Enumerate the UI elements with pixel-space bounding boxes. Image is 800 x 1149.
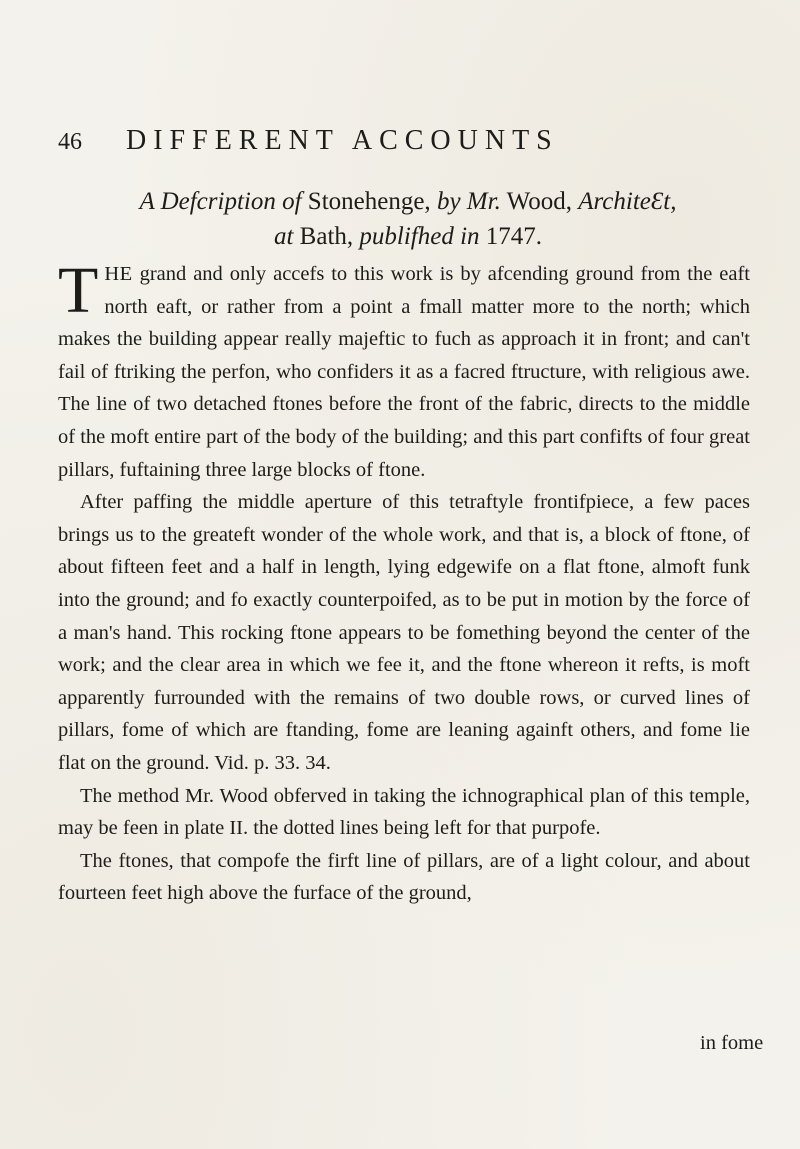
heading-author: Wood, [500,188,579,215]
body-text [58,254,750,910]
catchword: in fome [700,1032,764,1054]
paragraph-1 [58,254,750,486]
drop-cap: T [58,254,99,327]
heading-at-label: at [273,223,294,250]
running-head [58,125,758,165]
paragraph-3: The method Mr. Wood obferved in taking the ichnographical plan of this temple, may be feen in plate II. the dotted lines being left for that purpofe. [58,784,750,840]
section-heading [58,184,758,254]
paragraph-1-text: grand and only accefs to this work is by afcending ground from the eaft north eaft, or rather from a point a fmall matter more to the north; which makes the building appear really majeftic to fuch as approach it in front; and can't fail of ftriking the perfon, who confiders it as a facred ftructure, with religious awe. The line of two detached ftones before the front of the fabric, directs to the middle of the moft entire part of the body of the building; and this part confifts of four great pillars, fuftaining three large blocks of ftone. [58,263,750,481]
paragraph-1-lead: HE [104,263,133,285]
paragraph-2: After paffing the middle aperture of this tetraftyle frontifpiece, a few paces brings us to the greateft wonder of the whole work, and that is, a block of ftone, of about fifteen feet and a half in length, lying edgewife on a flat ftone, almoft funk into the ground; and fo exactly counterpoifed, as to be put in motion by the force of a man's hand. This rocking ftone appears to be fomething beyond the center of the work; and the clear area in which we fee it, and the ftone whereon it refts, is moft apparently furrounded with the remains of two double rows, or curved lines of pillars, fome of which are ftanding, fome are leaning againft others, and fome lie flat on the ground. Vid. p. 33. 34. [58,491,750,774]
heading-place: Bath, [293,223,360,250]
running-head-title: DIFFERENT ACCOUNTS [126,125,559,156]
heading-year: 1747. [479,223,543,250]
heading-description-label: A Defcription of [139,188,302,215]
paragraph-4: The ftones, that compofe the firft line of pillars, are of a light colour, and about fourteen feet high above the furface of the ground, [58,849,750,905]
heading-published-label: publifhed in [359,223,480,250]
heading-subject: Stonehenge, [301,188,437,215]
heading-line-2 [58,219,758,254]
heading-profession: ArchiteƐt, [578,188,677,215]
page-number: 46 [58,129,82,155]
heading-line-1 [58,184,758,219]
heading-by-label: by Mr. [436,188,501,215]
